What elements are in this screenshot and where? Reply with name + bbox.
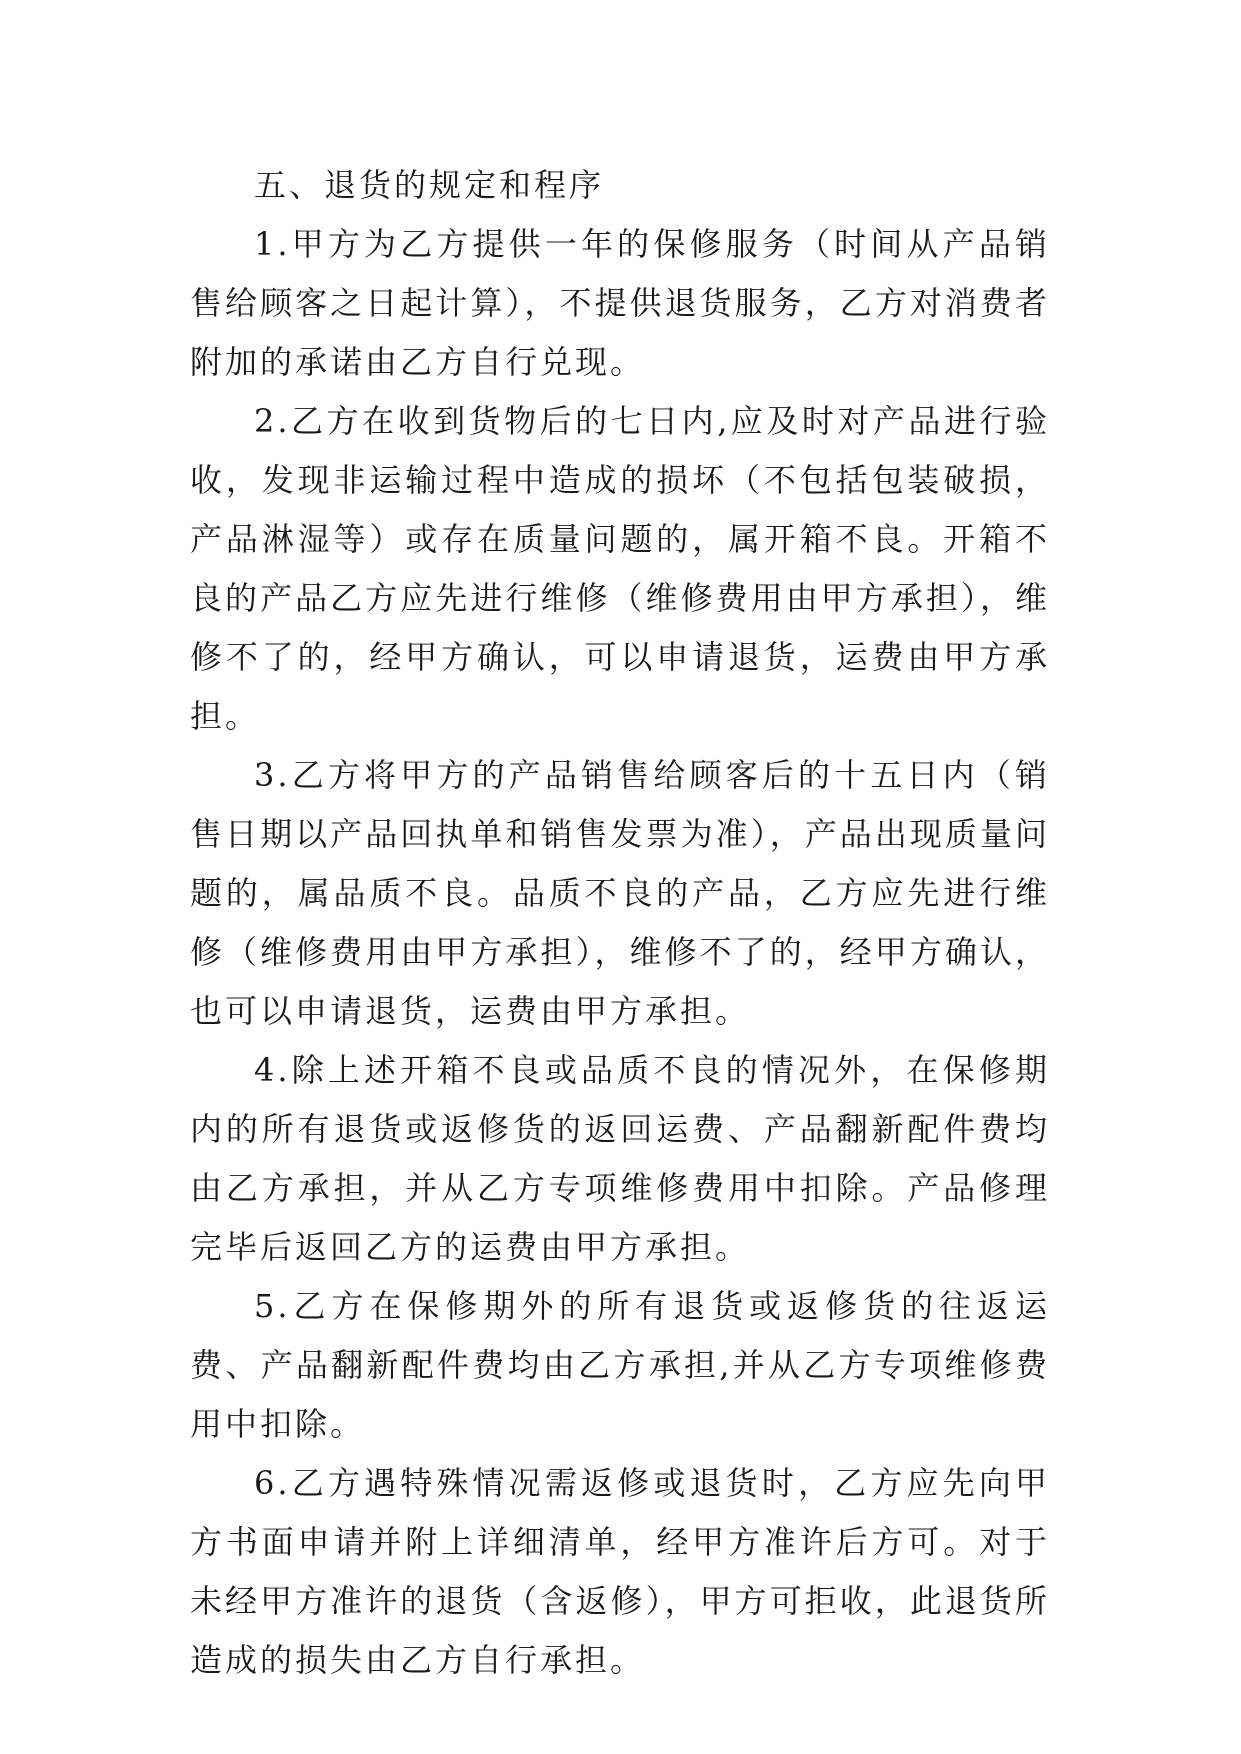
clause-5: 5.乙方在保修期外的所有退货或返修货的往返运费、产品翻新配件费均由乙方承担,并从乙方专项维修费用中扣除。 (190, 1287, 1050, 1443)
section-heading: 五、退货的规定和程序 (254, 166, 605, 204)
clause-3: 3.乙方将甲方的产品销售给顾客后的十五日内（销售日期以产品回执单和销售发票为准），产品出现质量问题的，属品质不良。品质不良的产品，乙方应先进行维修（维修费用由甲方承担），维修不了的，经甲方确认，也可以申请退货，运费由甲方承担。 (190, 756, 1050, 1030)
clause-2: 2.乙方在收到货物后的七日内,应及时对产品进行验收，发现非运输过程中造成的损坏（不包括包装破损，产品淋湿等）或存在质量问题的，属开箱不良。开箱不良的产品乙方应先进行维修（维修费用由甲方承担），维修不了的，经甲方确认，可以申请退货，运费由甲方承担。 (190, 402, 1050, 735)
document-page (190, 156, 1050, 1690)
clause-1: 1.甲方为乙方提供一年的保修服务（时间从产品销售给顾客之日起计算），不提供退货服务，乙方对消费者附加的承诺由乙方自行兑现。 (190, 225, 1050, 381)
clause-6: 6.乙方遇特殊情况需返修或退货时，乙方应先向甲方书面申请并附上详细清单，经甲方准许后方可。对于未经甲方准许的退货（含返修），甲方可拒收，此退货所造成的损失由乙方自行承担。 (190, 1464, 1050, 1679)
clause-4: 4.除上述开箱不良或品质不良的情况外，在保修期内的所有退货或返修货的返回运费、产品翻新配件费均由乙方承担，并从乙方专项维修费用中扣除。产品修理完毕后返回乙方的运费由甲方承担。 (190, 1051, 1050, 1266)
